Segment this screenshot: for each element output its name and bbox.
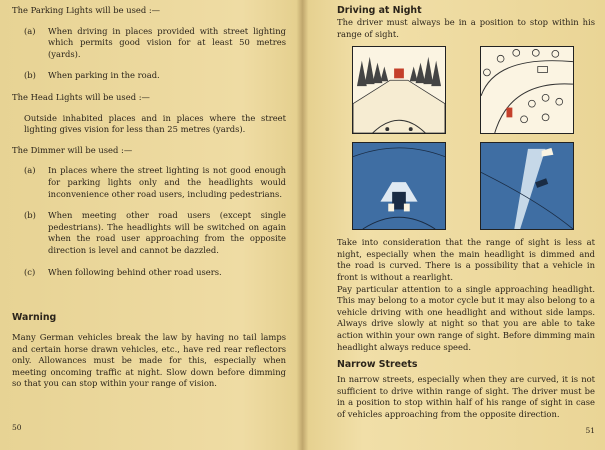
narrow-streets-heading: Narrow Streets xyxy=(337,359,418,371)
warning-heading: Warning xyxy=(12,312,57,324)
list-item xyxy=(24,210,286,256)
list-item xyxy=(24,267,286,279)
illustration-dimmed-headlights xyxy=(352,142,446,230)
item-label: (b) xyxy=(24,210,36,221)
warning-text: Many German vehicles break the law by having no tail lamps and certain horse drawn vehicles, etc., have red rear reflectors only. Allowances must be made for this, especially when meeting oncoming traffic at night. Slow down before dimming so that you can stop within your range of vision. xyxy=(12,332,286,389)
item-text: When driving in places provided with street lighting which permits good vision for at least 50 metres (yards). xyxy=(48,25,286,59)
item-label: (a) xyxy=(24,165,36,176)
list-item xyxy=(24,165,286,200)
driving-at-night-heading: Driving at Night xyxy=(337,5,422,16)
parking-heading: The Parking Lights will be used :— xyxy=(12,5,161,15)
illustration-single-headlight xyxy=(480,142,574,230)
list-item xyxy=(24,70,286,82)
item-text: When parking in the road. xyxy=(48,70,160,81)
item-label: (b) xyxy=(24,70,36,81)
dimmer-heading: The Dimmer will be used :— xyxy=(12,144,133,155)
item-text: In places where the street lighting is not good enough for parking lights only and the headlights would inconvenience other road users, including pedestrians. xyxy=(48,165,286,199)
left-page xyxy=(0,0,300,450)
right-page xyxy=(303,0,605,450)
page-number: 51 xyxy=(585,426,595,435)
head-lights-heading: The Head Lights will be used :— xyxy=(12,91,150,102)
single-headlight-paragraph: Pay particular attention to a single approaching headlight. This may belong to a motor cycle but it may also belong to a vehicle driving with one headlight and without side lamps. Always drive slowly at night so that you are able to take action within your own range of sight. Before dimming main headlight always reduce speed. xyxy=(337,283,595,352)
head-lights-text: Outside inhabited places and in places where the street lighting gives vision for less than 25 metres (yards). xyxy=(24,112,286,135)
page-number: 50 xyxy=(12,423,22,432)
illustration-curved-road xyxy=(480,46,574,134)
item-label: (c) xyxy=(24,266,36,277)
narrow-streets-text: In narrow streets, especially when they are curved, it is not sufficient to drive within range of sight. The driver must be in a position to stop within half of his range of sight in case of vehicles approaching from the opposite direction. xyxy=(337,374,595,419)
range-of-sight-paragraph: Take into consideration that the range of sight is less at night, especially when the main headlight is dimmed and the road is curved. There is a possibility that a vehicle in front is without a rearlight. xyxy=(337,237,595,282)
item-text: When following behind other road users. xyxy=(48,266,222,277)
list-item xyxy=(24,26,286,61)
item-text: When meeting other road users (except single pedestrians). The headlights will be switched on again when the road user approaching from the opposite direction is level and cannot be dazzled. xyxy=(48,210,286,255)
night-intro-text: The driver must always be in a position to stop within his range of sight. xyxy=(337,17,595,39)
item-label: (a) xyxy=(24,25,36,36)
illustration-tree-lined-road xyxy=(352,46,446,134)
illustration-grid xyxy=(352,46,595,230)
